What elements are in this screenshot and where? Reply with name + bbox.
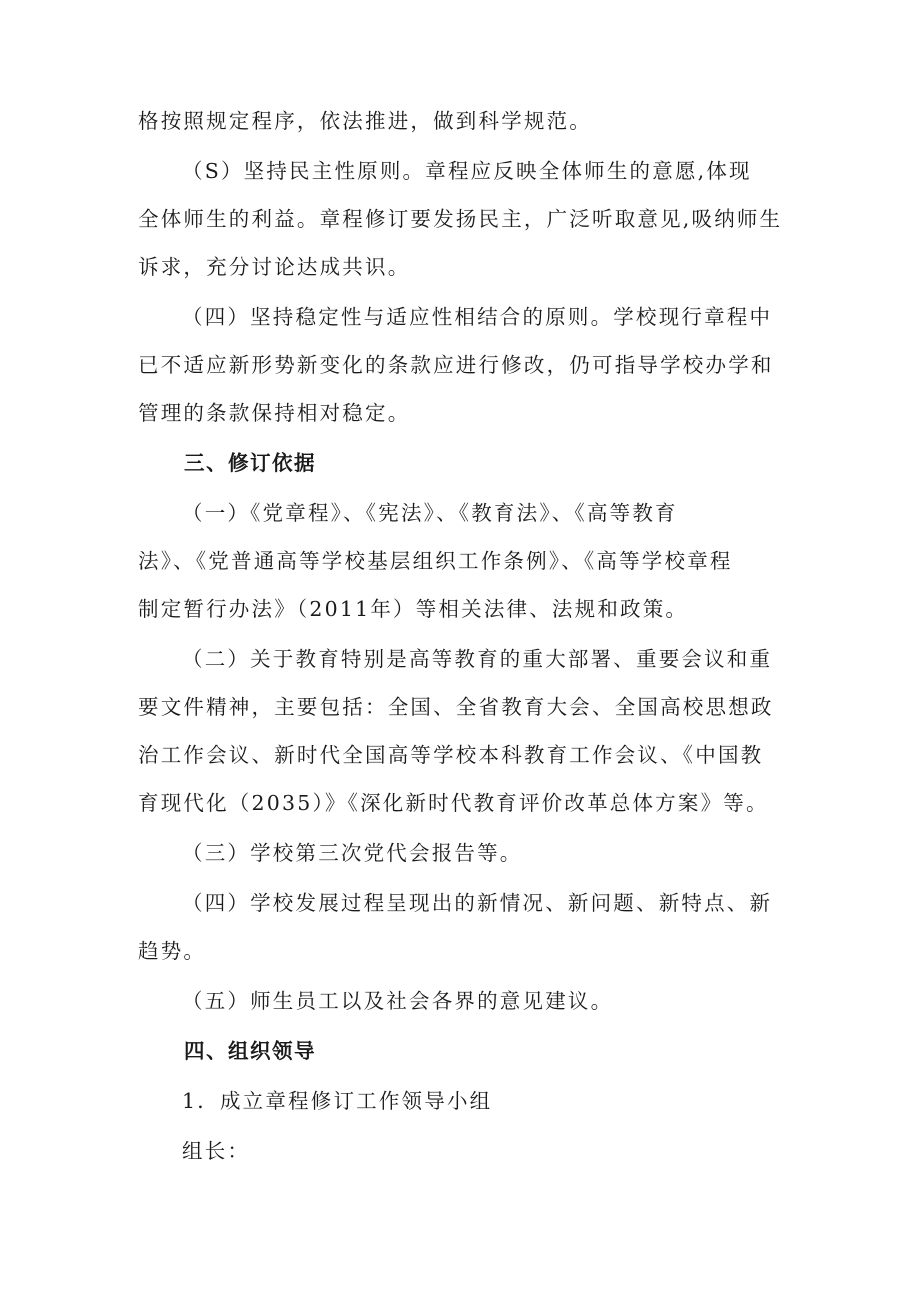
text-line: （二）关于教育特别是高等教育的重大部署、重要会议和重 <box>182 647 773 671</box>
paragraph-stability-principle <box>138 293 793 437</box>
text-line: 趋势。 <box>138 939 207 963</box>
paragraph-basis-laws <box>138 489 793 633</box>
paragraph-leading-group <box>138 1077 793 1125</box>
text-line: 法》、《党普通高等学校基层组织工作条例》、《高等学校章程 <box>138 549 733 573</box>
text-line: 格按照规定程序，依法推进，做到科学规范。 <box>138 109 592 133</box>
text-line: 要文件精神，主要包括：全国、全省教育大会、全国高校思想政 <box>138 695 774 719</box>
text-line: 1．成立章程修订工作领导小组 <box>182 1089 493 1113</box>
paragraph-democracy-principle <box>138 147 793 291</box>
text-line: （五）师生员工以及社会各界的意见建议。 <box>182 989 614 1013</box>
text-line: （一）《党章程》、《宪法》、《教育法》、《高等教育 <box>182 501 678 525</box>
text-line: 组长： <box>182 1139 251 1163</box>
section-heading-revision-basis: 三、修订依据 <box>184 451 316 475</box>
text-line: （四）坚持稳定性与适应性相结合的原则。学校现行章程中 <box>182 305 773 329</box>
text-line: 治工作会议、新时代全国高等学校本科教育工作会议、《中国教 <box>138 743 764 767</box>
text-line: 已不适应新形势新变化的条款应进行修改，仍可指导学校办学和 <box>138 353 774 377</box>
paragraph-basis-education-deployment <box>138 635 793 827</box>
paragraph-basis-new-situations <box>138 879 793 975</box>
text-line: （三）学校第三次党代会报告等。 <box>182 841 523 865</box>
text-line: （S）坚持民主性原则。章程应反映全体师生的意愿,体现 <box>182 159 752 183</box>
text-line: （四）学校发展过程呈现出的新情况、新问题、新特点、新 <box>182 891 773 915</box>
document-page <box>138 97 793 1177</box>
text-line: 管理的条款保持相对稳定。 <box>138 401 411 425</box>
paragraph-basis-party-congress <box>138 829 793 877</box>
text-line: 制定暂行办法》（2011年）等相关法律、法规和政策。 <box>138 597 689 621</box>
paragraph-basis-opinions <box>138 977 793 1025</box>
text-line: 育现代化（2035）》《深化新时代教育评价改革总体方案》等。 <box>138 791 769 815</box>
section-heading-organization: 四、组织领导 <box>184 1039 316 1063</box>
paragraph-group-leader <box>138 1127 793 1175</box>
text-line: 全体师生的利益。章程修订要发扬民主，广泛听取意见,吸纳师生 <box>138 207 783 231</box>
text-line: 诉求，充分讨论达成共识。 <box>138 255 411 279</box>
paragraph-procedure-end <box>138 97 793 145</box>
